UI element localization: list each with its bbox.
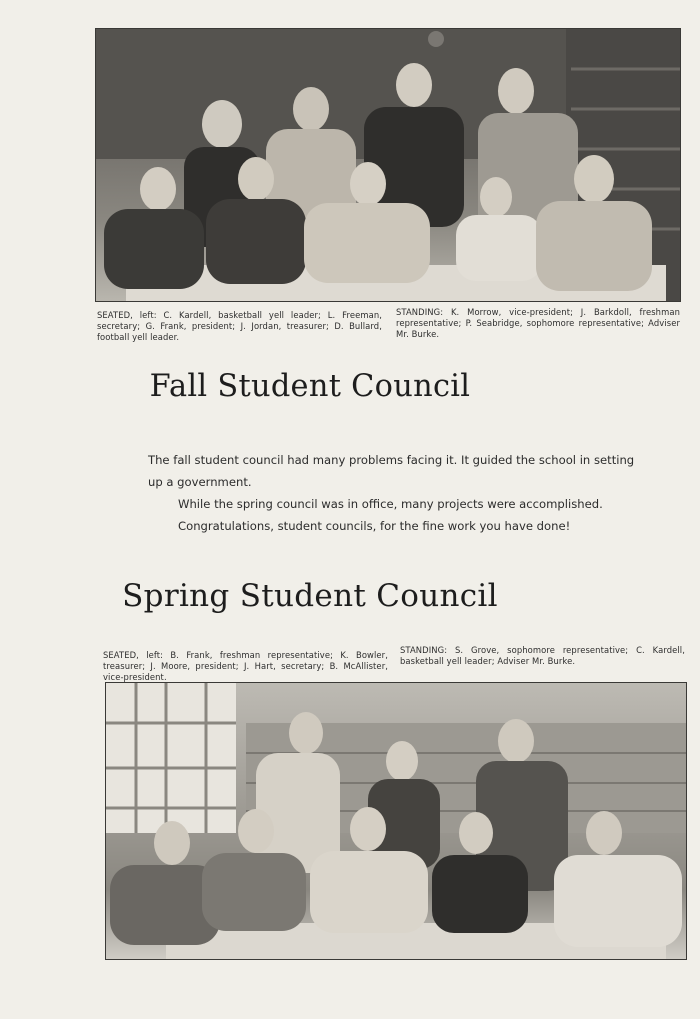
fall-council-photo — [95, 28, 681, 302]
intro-paragraph-text: The fall student council had many problems facing it. It guided the school in setting up a government. — [148, 453, 635, 489]
spring-council-heading: Spring Student Council — [122, 578, 498, 614]
projects-paragraph-text: While the spring council was in office, many projects were accomplished. — [178, 497, 603, 511]
congratulations-text: Congratulations, student councils, for the fine work you have done! — [178, 519, 571, 533]
spring-caption-standing: STANDING: S. Grove, sophomore representative; C. Kardell, basketball yell leader; Adviser Mr. Burke. — [400, 645, 685, 666]
fall-photo-scene — [96, 29, 680, 301]
fall-caption-standing: STANDING: K. Morrow, vice-president; J. Barkdoll, freshman representative; P. Seabridge, sophomore representative; Adviser Mr. Burke. — [396, 307, 680, 339]
spring-caption-seated: SEATED, left: B. Frank, freshman representative; K. Bowler, treasurer; J. Moore, president; J. Hart, secretary; B. McAllister, vice-president. — [103, 650, 388, 682]
fall-council-heading: Fall Student Council — [149, 368, 471, 404]
fall-caption-seated: SEATED, left: C. Kardell, basketball yell leader; L. Freeman, secretary; G. Frank, president; J. Jordan, treasurer; D. Bullard, football yell leader. — [97, 310, 382, 342]
intro-paragraph — [148, 449, 648, 493]
spring-photo-scene — [106, 683, 686, 959]
projects-paragraph — [148, 493, 648, 537]
spring-council-photo — [105, 682, 687, 960]
